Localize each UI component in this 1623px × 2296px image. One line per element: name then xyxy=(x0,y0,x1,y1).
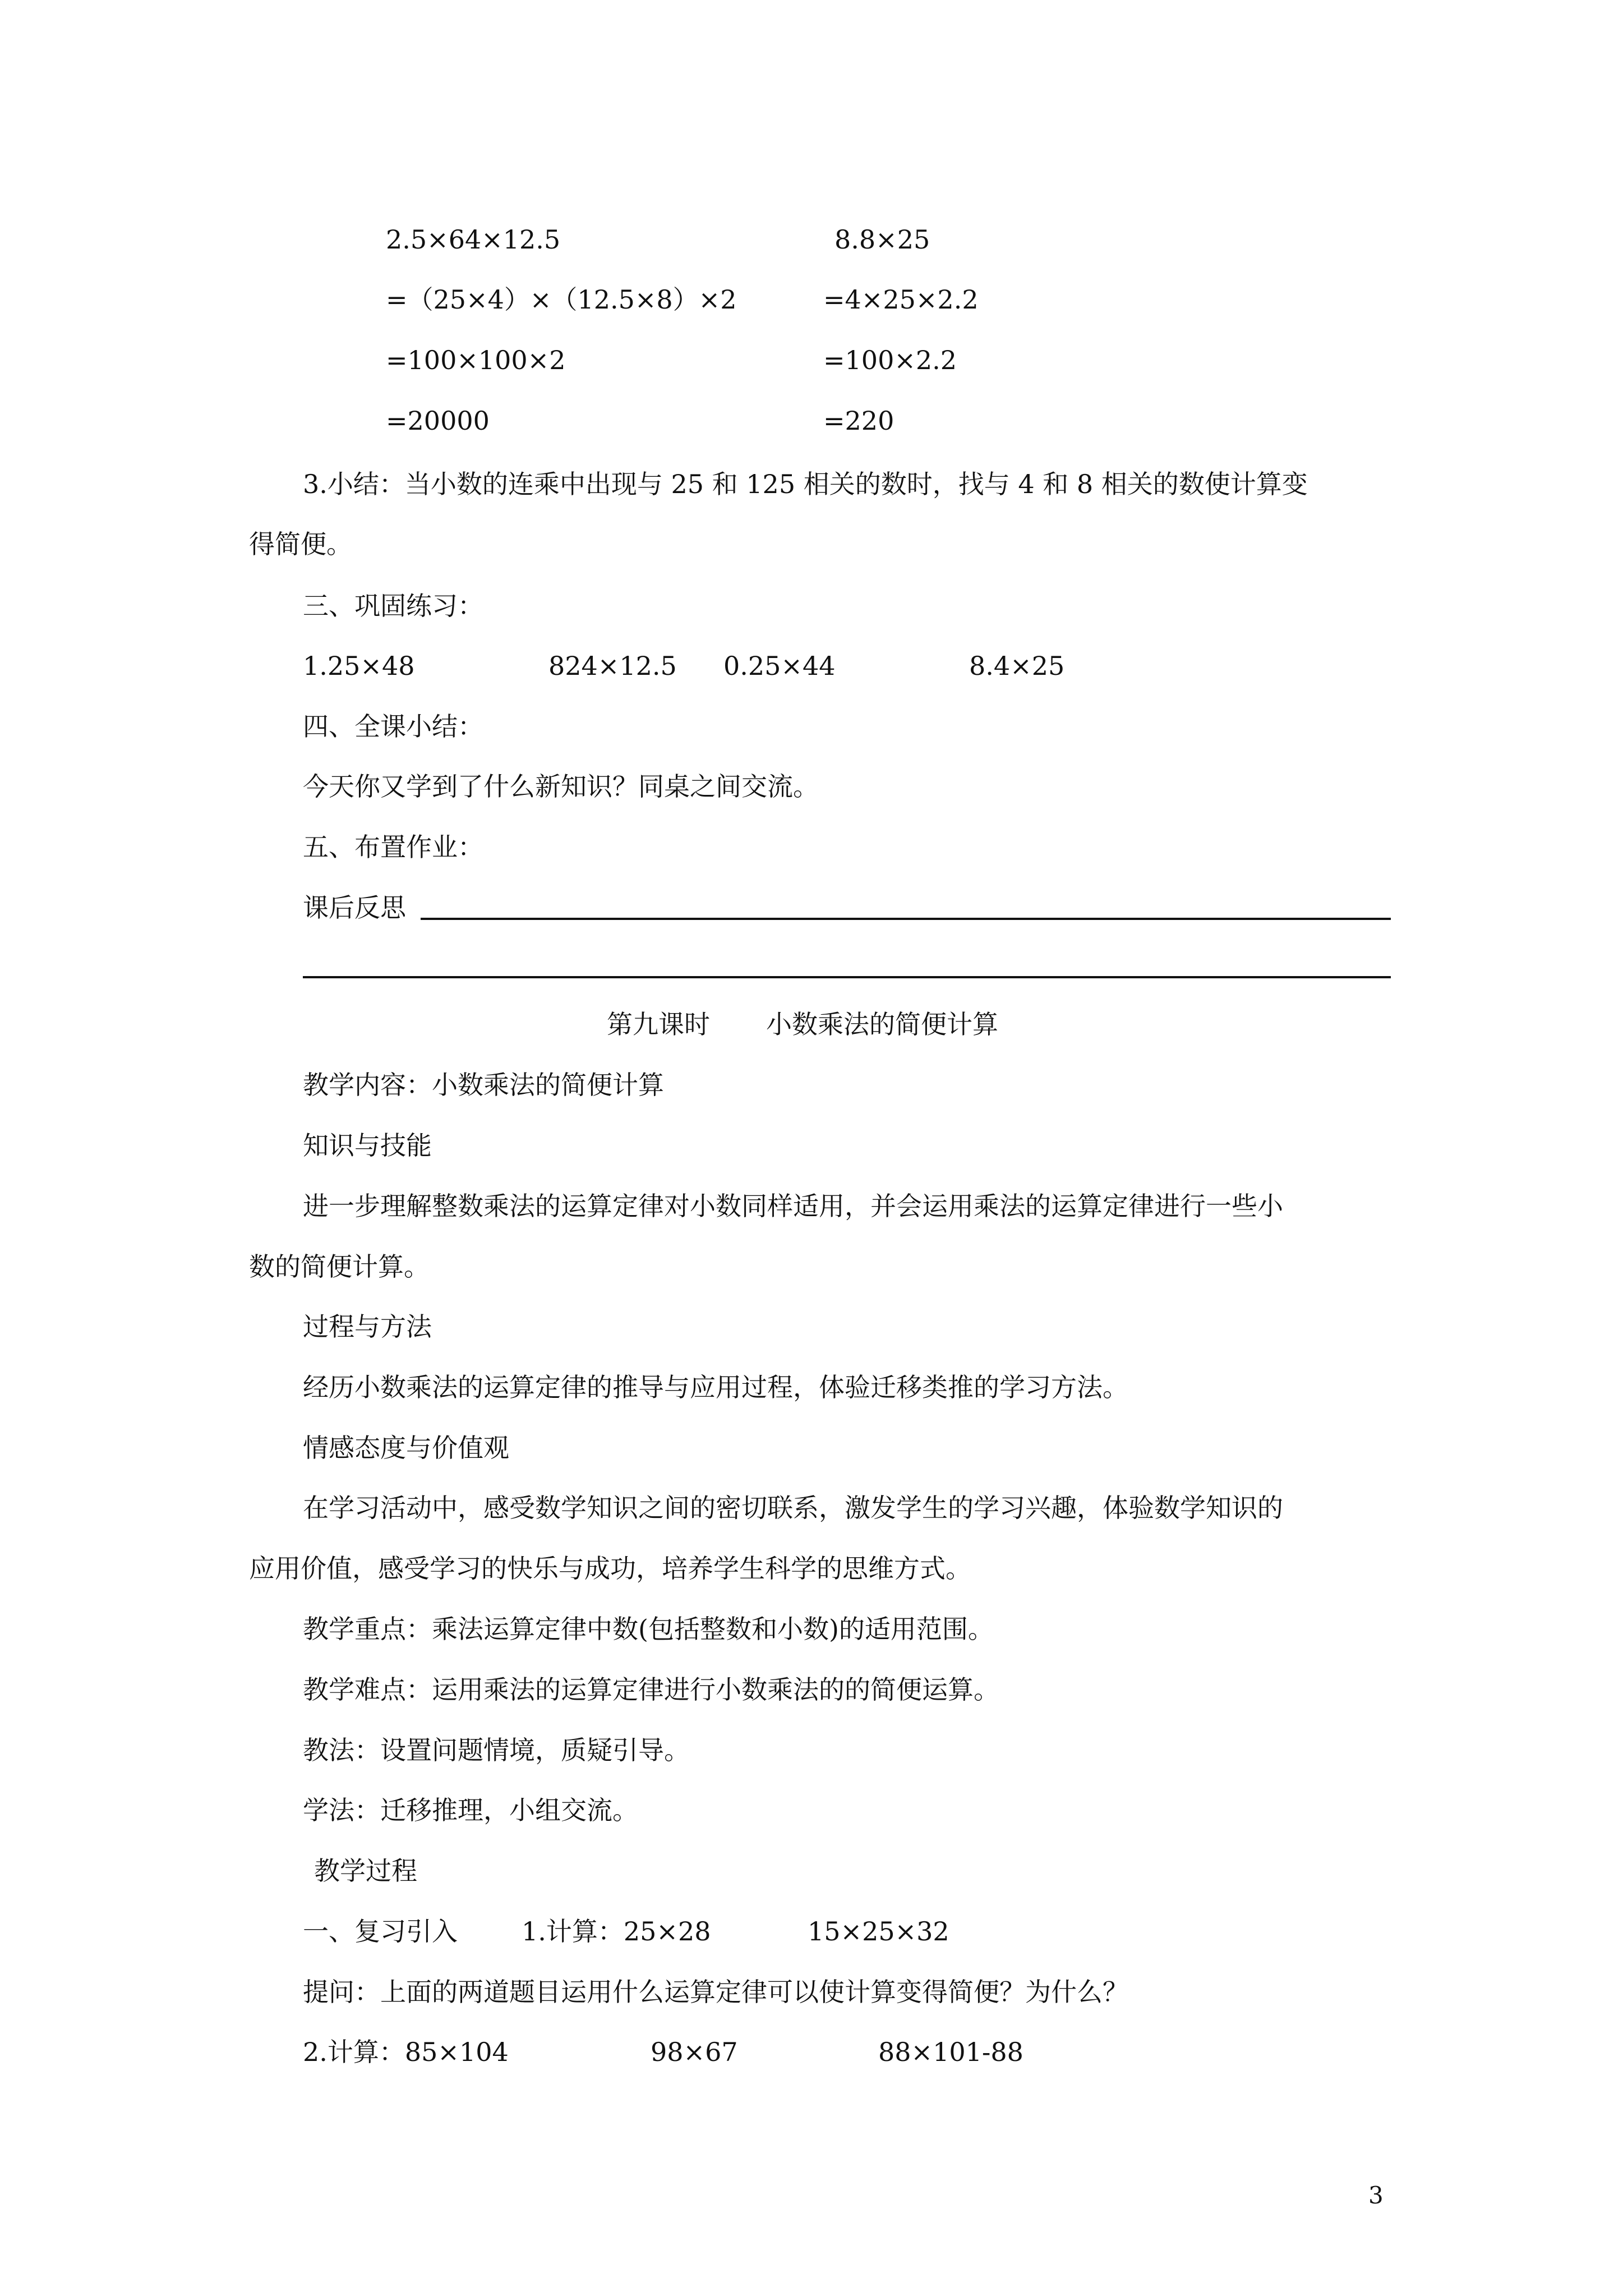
review-calc-1: 1.计算：25×28 xyxy=(522,1916,711,1947)
calc-right-line-4: =220 xyxy=(823,406,895,436)
summary-line-2: 得简便。 xyxy=(249,529,352,559)
knowledge-line-2: 数的简便计算。 xyxy=(249,1251,430,1282)
calc2-item-c: 88×101-88 xyxy=(878,2037,1023,2067)
emotion-line-1: 在学习活动中，感受数学知识之间的密切联系，激发学生的学习兴趣，体验数学知识的 xyxy=(303,1493,1283,1523)
reflection-underline-1 xyxy=(421,918,1391,920)
calc-right-line-2: =4×25×2.2 xyxy=(823,284,979,315)
summary-line-1: 3.小结：当小数的连乘中出现与 25 和 125 相关的数时，找与 4 和 8 相关的数使计算变 xyxy=(303,469,1308,499)
calc-left-line-1: 2.5×64×12.5 xyxy=(386,224,561,255)
knowledge-title: 知识与技能 xyxy=(303,1130,432,1161)
calc-left-line-3: =100×100×2 xyxy=(386,345,566,375)
review-label: 一、复习引入 xyxy=(303,1916,458,1947)
emotion-title: 情感态度与价值观 xyxy=(303,1433,509,1463)
practice-item-3: 0.25×44 xyxy=(723,651,836,681)
section-4-text: 今天你又学到了什么新知识？同桌之间交流。 xyxy=(303,771,819,802)
calc-left-line-2: =（25×4）×（12.5×8）×2 xyxy=(386,284,737,315)
practice-item-4: 8.4×25 xyxy=(969,651,1065,681)
lesson-title-part-b: 小数乘法的简便计算 xyxy=(766,1009,998,1039)
teaching-method: 教法：设置问题情境，质疑引导。 xyxy=(303,1735,690,1765)
process-title: 过程与方法 xyxy=(303,1312,432,1342)
calc2-label: 2.计算：85×104 xyxy=(303,2037,509,2067)
reflection-label: 课后反思 xyxy=(303,892,406,923)
lesson-title-part-a: 第九课时 xyxy=(607,1009,710,1039)
learning-method: 学法：迁移推理，小组交流。 xyxy=(303,1795,638,1825)
calc2-item-b: 98×67 xyxy=(651,2037,738,2067)
knowledge-line-1: 进一步理解整数乘法的运算定律对小数同样适用，并会运用乘法的运算定律进行一些小 xyxy=(303,1191,1283,1221)
difficulty: 教学难点：运用乘法的运算定律进行小数乘法的的简便运算。 xyxy=(303,1674,999,1705)
key-point: 教学重点：乘法运算定律中数(包括整数和小数)的适用范围。 xyxy=(303,1614,994,1644)
calc-left-line-4: =20000 xyxy=(386,406,490,436)
page-number: 3 xyxy=(1368,2182,1384,2209)
practice-item-1: 1.25×48 xyxy=(303,651,415,681)
practice-item-2: 824×12.5 xyxy=(548,651,677,681)
calc-right-line-3: =100×2.2 xyxy=(823,345,957,375)
section-5-title: 五、布置作业： xyxy=(303,832,483,862)
review-calc-2: 15×25×32 xyxy=(808,1916,949,1947)
section-4-title: 四、全课小结： xyxy=(303,711,483,742)
content-line: 教学内容：小数乘法的简便计算 xyxy=(303,1070,664,1100)
calc-right-line-1: 8.8×25 xyxy=(834,224,930,255)
process-text: 经历小数乘法的运算定律的推导与应用过程，体验迁移类推的学习方法。 xyxy=(303,1372,1128,1402)
emotion-line-2: 应用价值，感受学习的快乐与成功，培养学生科学的思维方式。 xyxy=(249,1553,971,1584)
reflection-underline-2 xyxy=(303,976,1391,978)
process-heading: 教学过程 xyxy=(314,1856,417,1886)
question: 提问：上面的两道题目运用什么运算定律可以使计算变得简便？为什么？ xyxy=(303,1977,1128,2007)
section-3-title: 三、巩固练习： xyxy=(303,591,483,621)
